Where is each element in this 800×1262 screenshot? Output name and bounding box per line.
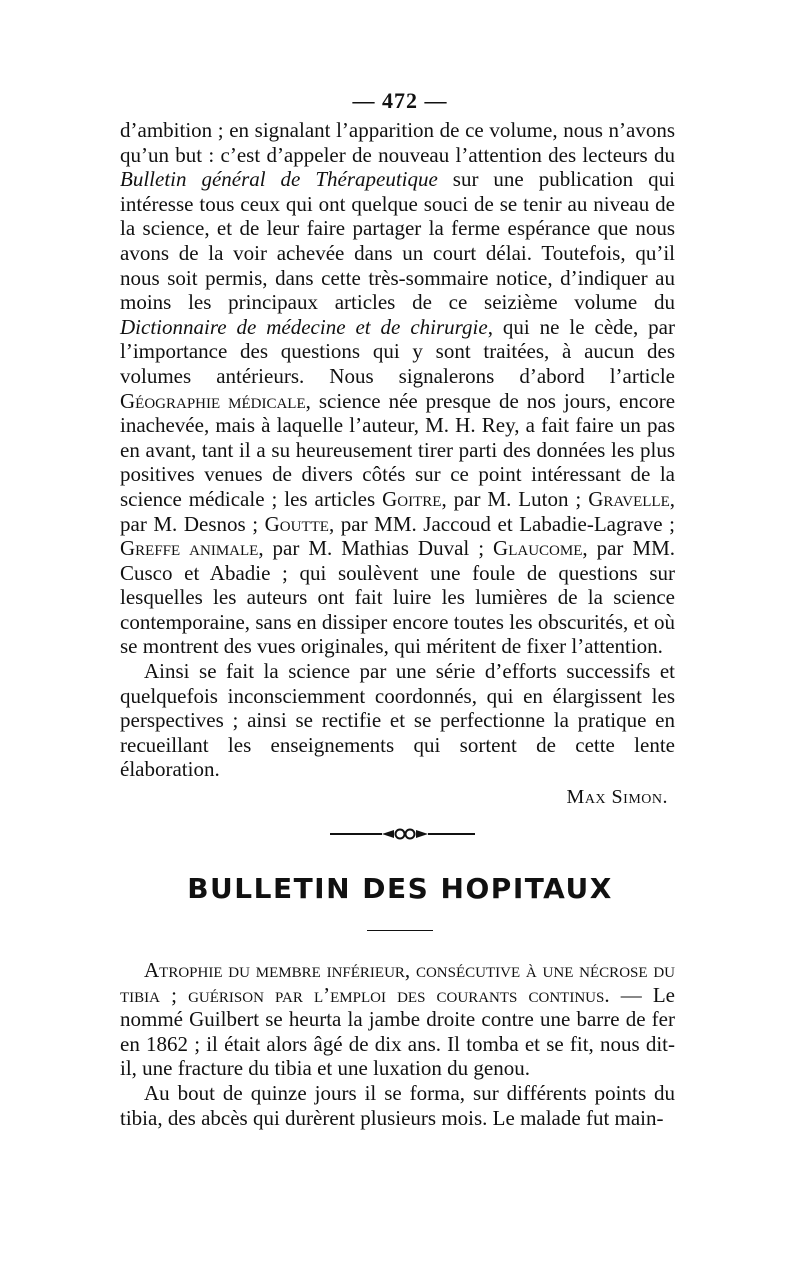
review-text xyxy=(120,118,675,782)
text-run: , par M. Mathias Duval ; xyxy=(258,536,494,561)
text-run: , par M. Desnos ; xyxy=(120,486,675,536)
article-paragraph-1 xyxy=(120,958,675,1081)
text-run: sur une publication qui intéresse tous ceux qui ont quelque souci de se tenir au niveau de la science, et de leur faire partager la ferme espérance que nous avons de la voir achevée dans un court délai. Toutefois, qu’il nous soit permis, dans cette très-sommaire notice, d’indiquer au moins les principaux articles de ce seizième volume du xyxy=(120,167,675,315)
title-rule xyxy=(367,930,433,931)
article-heading: Atrophie du membre inférieur, consécutive à une nécrose du tibia ; guérison par l’emploi des courants continus. xyxy=(120,958,675,1007)
text-run: , par MM. Jaccoud et Labadie-Lagrave ; xyxy=(328,511,675,536)
text-run: , qui ne le cède, par l’importance des questions qui y sont traitées, à aucun des volumes antérieurs. Nous signalerons d’abord l’article xyxy=(120,314,675,388)
page-number: — 472 — xyxy=(352,88,448,113)
section-title: BULLETIN DES HOPITAUX xyxy=(187,872,613,905)
article-text xyxy=(120,958,675,1130)
article-name: Goutte xyxy=(264,511,329,536)
text-run: , par M. Luton ; xyxy=(441,486,589,511)
author-signature: Max Simon. xyxy=(566,786,668,808)
text-run: d’ambition ; en signalant l’apparition de ce volume, nous n’avons qu’un but : c’est d’appeler de nouveau l’attention des lecteurs du xyxy=(120,118,675,167)
article-name: Gravelle xyxy=(588,486,670,511)
article-name: Géographie médicale xyxy=(120,388,306,413)
text-run: — Le nommé Guilbert se heurta la jambe droite contre une barre de fer en 1862 ; il était alors âgé de dix ans. Il tomba et se fit, nous dit-il, une fracture du tibia et une luxation du genou. xyxy=(120,982,675,1081)
article-name: Glaucome xyxy=(493,536,583,561)
section-ornament xyxy=(330,824,475,844)
review-paragraph-1 xyxy=(120,118,675,659)
text-run: , par MM. Cusco et Abadie ; qui soulèvent une foule de questions sur lesquelles les auteurs ont fait luire les lumières de la science contemporaine, sans en dissiper encore toutes les obscurités, et où se montrent des vues originales, qui méritent de fixer l’attention. xyxy=(120,536,675,659)
journal-title: Bulletin général de Thérapeutique xyxy=(120,167,438,192)
review-paragraph-2: Ainsi se fait la science par une série d’efforts successifs et quelquefois inconsciemment coordonnés, qui en élargissent les perspectives ; ainsi se rectifie et se perfectionne la pratique en recueillant les enseignements qui sortent de cette lente élaboration. xyxy=(120,659,675,782)
article-name: Greffe animale xyxy=(120,536,259,561)
article-paragraph-2: Au bout de quinze jours il se forma, sur différents points du tibia, des abcès qui durèrent plusieurs mois. Le malade fut main- xyxy=(120,1080,675,1130)
article-name: Goitre xyxy=(382,486,442,511)
dictionary-title: Dictionnaire de médecine et de chirurgie xyxy=(120,314,488,339)
text-run: , science née presque de nos jours, encore inachevée, mais à laquelle l’auteur, M. H. Rey, a fait faire un pas en avant, tant il a su heureusement tirer parti des données les plus positives venues de divers côtés sur ce point intéressant de la science médicale ; les articles xyxy=(120,388,676,511)
